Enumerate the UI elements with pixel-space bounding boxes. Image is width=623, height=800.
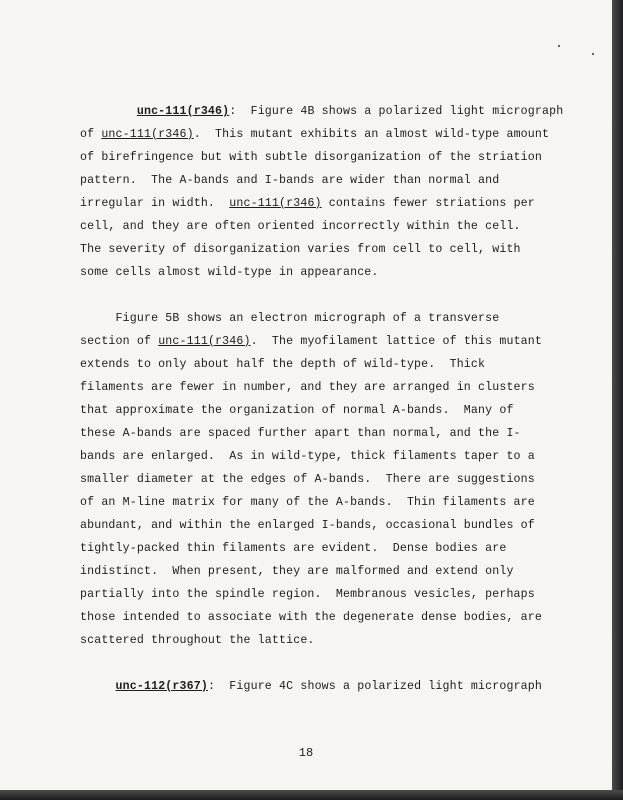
scan-speck xyxy=(558,45,560,47)
text-line xyxy=(80,422,560,445)
paragraph-gap xyxy=(80,652,560,675)
text-line xyxy=(80,514,560,537)
text-run: contains fewer striations per xyxy=(321,197,535,210)
paragraph-gap xyxy=(80,284,560,307)
text-run: scattered throughout the lattice. xyxy=(80,634,315,647)
text-run: . This mutant exhibits an almost wild-type amount xyxy=(193,128,550,141)
text-run: tightly-packed thin filaments are evident. Dense bodies are xyxy=(80,542,507,555)
text-line xyxy=(80,353,560,376)
text-run xyxy=(80,105,137,118)
scan-edge-bottom xyxy=(0,790,623,800)
text-run: The severity of disorganization varies from cell to cell, with xyxy=(80,243,521,256)
text-run: indistinct. When present, they are malformed and extend only xyxy=(80,565,514,578)
text-line xyxy=(80,399,560,422)
text-run: some cells almost wild-type in appearance. xyxy=(80,266,379,279)
text-line xyxy=(80,146,560,169)
gene-name: unc-111(r346) xyxy=(101,128,194,141)
text-line xyxy=(80,560,560,583)
text-line xyxy=(80,123,560,146)
text-run: extends to only about half the depth of wild-type. Thick xyxy=(80,358,486,371)
text-line xyxy=(80,537,560,560)
text-run: of birefringence but with subtle disorganization of the striation xyxy=(80,151,542,164)
text-line xyxy=(80,192,560,215)
text-run: . The myofilament lattice of this mutant xyxy=(250,335,542,348)
text-run: of xyxy=(80,128,102,141)
gene-name: unc-112(r367) xyxy=(115,680,208,693)
text-line xyxy=(80,376,560,399)
gene-name: unc-111(r346) xyxy=(229,197,322,210)
text-run: those intended to associate with the degenerate dense bodies, are xyxy=(80,611,542,624)
page-number: 18 xyxy=(298,746,314,760)
text-run: smaller diameter at the edges of A-bands. There are suggestions xyxy=(80,473,535,486)
text-run: : Figure 4C shows a polarized light micrograph xyxy=(207,680,542,693)
text-run xyxy=(80,680,116,693)
text-line xyxy=(80,238,560,261)
text-run: filaments are fewer in number, and they are arranged in clusters xyxy=(80,381,535,394)
text-line xyxy=(80,468,560,491)
text-run: that approximate the organization of normal A-bands. Many of xyxy=(80,404,514,417)
text-run: : Figure 4B shows a polarized light micrograph xyxy=(229,105,564,118)
scan-edge-right xyxy=(612,0,623,800)
text-run: these A-bands are spaced further apart than normal, and the I- xyxy=(80,427,521,440)
paragraph xyxy=(80,307,560,652)
gene-name: unc-111(r346) xyxy=(136,105,230,118)
text-run: irregular in width. xyxy=(80,197,230,210)
text-line xyxy=(80,606,560,629)
text-line xyxy=(80,215,560,238)
gene-name: unc-111(r346) xyxy=(158,335,251,348)
text-line xyxy=(80,169,560,192)
text-run: bands are enlarged. As in wild-type, thick filaments taper to a xyxy=(80,450,535,463)
paragraph xyxy=(80,675,560,698)
text-run: partially into the spindle region. Membranous vesicles, perhaps xyxy=(80,588,535,601)
text-run: of an M-line matrix for many of the A-bands. Thin filaments are xyxy=(80,496,535,509)
text-line xyxy=(80,330,560,353)
text-run: Figure 5B shows an electron micrograph of a transverse xyxy=(80,312,500,325)
text-line xyxy=(80,491,560,514)
text-line xyxy=(80,675,560,698)
text-run: abundant, and within the enlarged I-bands, occasional bundles of xyxy=(80,519,535,532)
body-text xyxy=(80,100,564,698)
text-run: pattern. The A-bands and I-bands are wider than normal and xyxy=(80,174,500,187)
text-line xyxy=(80,261,560,284)
text-line xyxy=(80,100,564,123)
text-line xyxy=(80,583,560,606)
scan-speck xyxy=(592,53,594,55)
paragraph xyxy=(80,100,564,284)
text-run: cell, and they are often oriented incorrectly within the cell. xyxy=(80,220,521,233)
text-line xyxy=(80,307,560,330)
text-line xyxy=(80,629,560,652)
text-line xyxy=(80,445,560,468)
text-run: section of xyxy=(80,335,159,348)
